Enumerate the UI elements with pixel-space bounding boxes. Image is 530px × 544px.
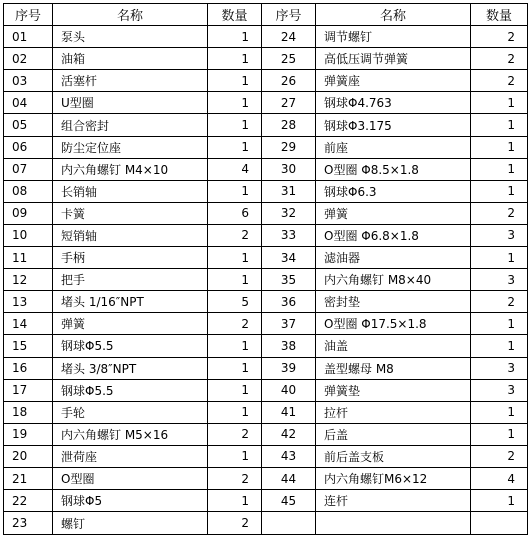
part-no-left: 05	[4, 114, 53, 136]
part-qty-right: 1	[471, 313, 528, 335]
part-name-left: 泵头	[53, 26, 208, 48]
part-qty-left: 6	[208, 202, 262, 224]
part-name-right: 前座	[316, 136, 471, 158]
part-no-right: 32	[262, 202, 316, 224]
table-row	[4, 335, 528, 357]
part-no-left: 14	[4, 313, 53, 335]
part-no-left: 15	[4, 335, 53, 357]
part-name-right: 弹簧	[316, 202, 471, 224]
part-name-right: 高低压调节弹簧	[316, 48, 471, 70]
table-row	[4, 445, 528, 467]
part-no-right: 25	[262, 48, 316, 70]
part-name-left: 手轮	[53, 401, 208, 423]
table-row	[4, 158, 528, 180]
part-name-right: 调节螺钉	[316, 26, 471, 48]
part-name-right: O型圈 Φ17.5×1.8	[316, 313, 471, 335]
part-no-right: 37	[262, 313, 316, 335]
part-name-left: 弹簧	[53, 313, 208, 335]
part-name-left: 把手	[53, 269, 208, 291]
part-name-left: 堵头 1/16″NPT	[53, 291, 208, 313]
part-name-right: 弹簧垫	[316, 379, 471, 401]
table-row	[4, 224, 528, 246]
part-name-right: 前后盖支板	[316, 445, 471, 467]
part-no-right: 24	[262, 26, 316, 48]
part-no-right: 40	[262, 379, 316, 401]
part-name-right: 钢球Φ6.3	[316, 180, 471, 202]
part-name-right: 钢球Φ3.175	[316, 114, 471, 136]
table-row	[4, 467, 528, 489]
part-qty-right: 3	[471, 357, 528, 379]
part-name-right: 钢球Φ4.763	[316, 92, 471, 114]
part-no-right: 39	[262, 357, 316, 379]
part-qty-left: 1	[208, 92, 262, 114]
part-qty-right: 1	[471, 92, 528, 114]
part-name-left: 泄荷座	[53, 445, 208, 467]
part-qty-right: 2	[471, 26, 528, 48]
part-no-left: 17	[4, 379, 53, 401]
part-no-left: 08	[4, 180, 53, 202]
part-qty-left: 1	[208, 490, 262, 512]
part-no-right: 31	[262, 180, 316, 202]
table-row	[4, 401, 528, 423]
table-row	[4, 202, 528, 224]
part-name-right: 弹簧座	[316, 70, 471, 92]
part-name-left: 螺钉	[53, 512, 208, 535]
table-row	[4, 313, 528, 335]
part-no-right: 44	[262, 467, 316, 489]
part-name-right: 内六角螺钉 M8×40	[316, 269, 471, 291]
part-qty-right: 2	[471, 48, 528, 70]
part-no-right: 27	[262, 92, 316, 114]
part-no-right: 35	[262, 269, 316, 291]
part-name-right	[316, 512, 471, 535]
part-no-left: 22	[4, 490, 53, 512]
part-name-left: 油箱	[53, 48, 208, 70]
part-qty-left: 1	[208, 401, 262, 423]
part-qty-left: 1	[208, 48, 262, 70]
part-name-left: 短销轴	[53, 224, 208, 246]
part-name-left: U型圈	[53, 92, 208, 114]
part-name-right: 拉杆	[316, 401, 471, 423]
part-no-right	[262, 512, 316, 535]
part-no-left: 04	[4, 92, 53, 114]
header-name-left: 名称	[53, 4, 208, 26]
part-qty-right: 4	[471, 467, 528, 489]
part-name-right: O型圈 Φ6.8×1.8	[316, 224, 471, 246]
table-row	[4, 423, 528, 445]
part-name-left: 组合密封	[53, 114, 208, 136]
part-qty-right: 2	[471, 445, 528, 467]
part-name-left: 长销轴	[53, 180, 208, 202]
part-no-left: 01	[4, 26, 53, 48]
part-qty-left: 1	[208, 180, 262, 202]
part-name-left: 卡簧	[53, 202, 208, 224]
part-no-left: 02	[4, 48, 53, 70]
table-row	[4, 92, 528, 114]
part-no-left: 18	[4, 401, 53, 423]
part-no-left: 12	[4, 269, 53, 291]
part-name-right: 滤油器	[316, 247, 471, 269]
part-qty-left: 1	[208, 247, 262, 269]
table-row	[4, 357, 528, 379]
part-qty-right: 1	[471, 158, 528, 180]
table-row	[4, 48, 528, 70]
header-no-right: 序号	[262, 4, 316, 26]
part-name-left: 手柄	[53, 247, 208, 269]
part-name-right: 油盖	[316, 335, 471, 357]
part-qty-left: 5	[208, 291, 262, 313]
part-name-left: 堵头 3/8″NPT	[53, 357, 208, 379]
part-no-left: 20	[4, 445, 53, 467]
part-qty-left: 1	[208, 379, 262, 401]
table-row	[4, 26, 528, 48]
part-no-right: 29	[262, 136, 316, 158]
part-no-right: 41	[262, 401, 316, 423]
part-name-left: 内六角螺钉 M5×16	[53, 423, 208, 445]
table-row	[4, 180, 528, 202]
part-qty-right	[471, 512, 528, 535]
part-no-left: 09	[4, 202, 53, 224]
part-qty-right: 2	[471, 291, 528, 313]
part-no-right: 33	[262, 224, 316, 246]
table-row	[4, 269, 528, 291]
parts-table-container	[3, 3, 528, 535]
header-row	[4, 4, 528, 26]
part-qty-right: 2	[471, 70, 528, 92]
part-no-right: 28	[262, 114, 316, 136]
part-qty-right: 3	[471, 224, 528, 246]
part-qty-left: 2	[208, 423, 262, 445]
part-no-left: 19	[4, 423, 53, 445]
part-no-right: 36	[262, 291, 316, 313]
part-qty-left: 1	[208, 269, 262, 291]
part-name-right: 内六角螺钉M6×12	[316, 467, 471, 489]
table-row	[4, 70, 528, 92]
part-name-left: 内六角螺钉 M4×10	[53, 158, 208, 180]
part-name-left: 钢球Φ5	[53, 490, 208, 512]
table-row	[4, 490, 528, 512]
part-qty-right: 3	[471, 379, 528, 401]
part-no-right: 42	[262, 423, 316, 445]
parts-table	[3, 3, 528, 535]
part-name-right: O型圈 Φ8.5×1.8	[316, 158, 471, 180]
part-qty-right: 1	[471, 335, 528, 357]
part-qty-right: 1	[471, 490, 528, 512]
part-name-right: 盖型螺母 M8	[316, 357, 471, 379]
table-row	[4, 247, 528, 269]
part-no-left: 21	[4, 467, 53, 489]
part-no-left: 16	[4, 357, 53, 379]
part-qty-left: 2	[208, 467, 262, 489]
part-no-right: 34	[262, 247, 316, 269]
part-qty-left: 1	[208, 357, 262, 379]
part-no-left: 11	[4, 247, 53, 269]
part-no-left: 13	[4, 291, 53, 313]
part-qty-right: 1	[471, 247, 528, 269]
header-qty-left: 数量	[208, 4, 262, 26]
part-no-right: 30	[262, 158, 316, 180]
part-name-right: 密封垫	[316, 291, 471, 313]
part-no-left: 03	[4, 70, 53, 92]
part-no-right: 45	[262, 490, 316, 512]
part-qty-right: 1	[471, 180, 528, 202]
table-row	[4, 379, 528, 401]
part-qty-right: 1	[471, 401, 528, 423]
part-qty-right: 1	[471, 114, 528, 136]
part-no-right: 26	[262, 70, 316, 92]
part-qty-left: 1	[208, 335, 262, 357]
part-qty-left: 2	[208, 313, 262, 335]
header-no-left: 序号	[4, 4, 53, 26]
part-name-left: 活塞杆	[53, 70, 208, 92]
part-no-left: 06	[4, 136, 53, 158]
part-qty-right: 1	[471, 423, 528, 445]
part-qty-left: 1	[208, 136, 262, 158]
table-row	[4, 291, 528, 313]
part-no-left: 10	[4, 224, 53, 246]
header-qty-right: 数量	[471, 4, 528, 26]
part-qty-right: 3	[471, 269, 528, 291]
part-name-right: 连杆	[316, 490, 471, 512]
part-name-left: 钢球Φ5.5	[53, 379, 208, 401]
part-qty-right: 2	[471, 202, 528, 224]
part-qty-left: 4	[208, 158, 262, 180]
part-name-right: 后盖	[316, 423, 471, 445]
part-no-right: 43	[262, 445, 316, 467]
table-row	[4, 114, 528, 136]
part-qty-left: 1	[208, 70, 262, 92]
part-no-right: 38	[262, 335, 316, 357]
part-name-left: O型圈	[53, 467, 208, 489]
part-qty-left: 2	[208, 224, 262, 246]
part-no-left: 07	[4, 158, 53, 180]
part-no-left: 23	[4, 512, 53, 535]
header-name-right: 名称	[316, 4, 471, 26]
part-qty-left: 1	[208, 114, 262, 136]
part-name-left: 防尘定位座	[53, 136, 208, 158]
part-qty-left: 1	[208, 26, 262, 48]
table-row	[4, 512, 528, 535]
part-qty-left: 2	[208, 512, 262, 535]
part-qty-right: 1	[471, 136, 528, 158]
part-qty-left: 1	[208, 445, 262, 467]
part-name-left: 钢球Φ5.5	[53, 335, 208, 357]
table-row	[4, 136, 528, 158]
